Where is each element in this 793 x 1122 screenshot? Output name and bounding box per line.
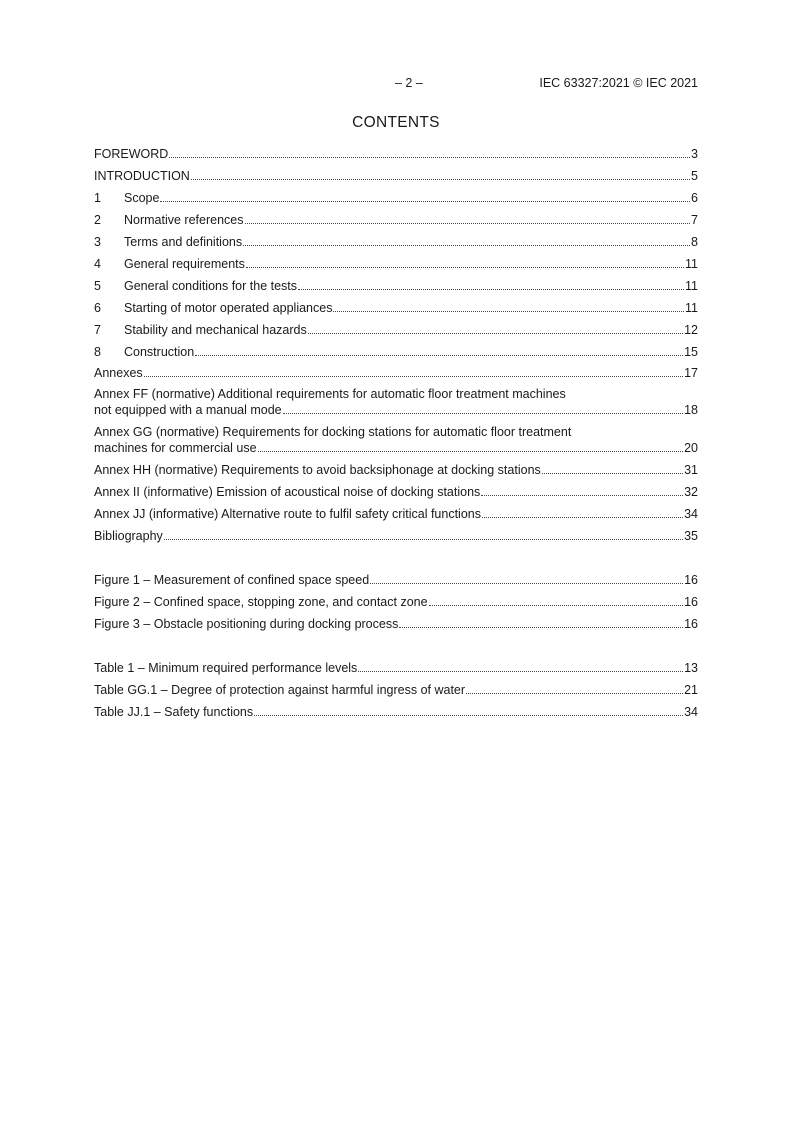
leader-dots — [399, 616, 683, 628]
toc-entry-number: 1 — [94, 191, 101, 205]
toc-entry-page: 31 — [684, 463, 698, 477]
toc-entry-title: FOREWORD — [94, 147, 169, 161]
toc-entry-title: Scope — [124, 191, 160, 205]
toc-entry-title: Table GG.1 – Degree of protection against harmful ingress of water — [94, 683, 466, 697]
leader-dots — [308, 322, 683, 334]
leader-dots — [144, 365, 683, 377]
leader-dots — [333, 300, 684, 312]
leader-dots — [298, 278, 684, 290]
toc-entry-title: Annex HH (normative) Requirements to avoid backsiphonage at docking stations — [94, 463, 541, 477]
leader-dots — [169, 146, 690, 158]
toc-entry-number: 4 — [94, 257, 101, 271]
toc-entry-page: 5 — [691, 169, 698, 183]
toc-entry-figure-2[interactable] — [94, 594, 698, 610]
leader-dots — [466, 682, 683, 694]
toc-entry-terms-definitions[interactable] — [94, 234, 698, 250]
toc-entry-title: Figure 3 – Obstacle positioning during docking process — [94, 617, 399, 631]
toc-entry-title-line1: Annex GG (normative) Requirements for docking stations for automatic floor treatment — [94, 425, 572, 439]
toc-entry-number: 7 — [94, 323, 101, 337]
toc-entry-starting-motor[interactable] — [94, 300, 698, 316]
toc-entry-title: Annexes — [94, 366, 143, 380]
toc-entry-number: 3 — [94, 235, 101, 249]
toc-entry-page: 34 — [684, 507, 698, 521]
toc-entry-number: 2 — [94, 213, 101, 227]
toc-entry-title: Terms and definitions — [124, 235, 243, 249]
toc-entry-annex-gg[interactable] — [94, 425, 698, 456]
toc-entry-title: Annex JJ (informative) Alternative route to fulfil safety critical functions — [94, 507, 481, 521]
leader-dots — [482, 506, 683, 518]
contents-title: CONTENTS — [352, 114, 440, 131]
toc-entry-title: Construction — [124, 345, 195, 359]
toc-entry-introduction[interactable] — [94, 168, 698, 184]
toc-entry-page: 21 — [684, 683, 698, 697]
toc-entry-title: Figure 2 – Confined space, stopping zone, and contact zone — [94, 595, 428, 609]
toc-entry-page: 17 — [684, 366, 698, 380]
toc-entry-number: 8 — [94, 345, 101, 359]
document-id: IEC 63327:2021 © IEC 2021 — [539, 76, 698, 90]
toc-entry-normative-references[interactable] — [94, 212, 698, 228]
leader-dots — [246, 256, 684, 268]
toc-entry-page: 8 — [691, 235, 698, 249]
toc-entry-page: 16 — [684, 595, 698, 609]
leader-dots — [258, 440, 684, 452]
toc-entry-page: 11 — [685, 279, 698, 293]
toc-entry-page: 6 — [691, 191, 698, 205]
toc-entry-construction[interactable] — [94, 344, 698, 360]
toc-entry-title: Figure 1 – Measurement of confined space speed — [94, 573, 370, 587]
leader-dots — [160, 190, 690, 202]
toc-entry-bibliography[interactable] — [94, 528, 698, 544]
toc-entry-title: not equipped with a manual mode — [94, 403, 282, 417]
toc-entry-annexes[interactable] — [94, 365, 698, 381]
page-header — [94, 76, 698, 92]
page-number: – 2 – — [395, 76, 423, 90]
toc-entry-title: INTRODUCTION — [94, 169, 190, 183]
toc-entry-figure-3[interactable] — [94, 616, 698, 632]
leader-dots — [481, 484, 683, 496]
leader-dots — [245, 212, 691, 224]
leader-dots — [370, 572, 683, 584]
leader-dots — [542, 462, 683, 474]
toc-entry-number: 5 — [94, 279, 101, 293]
toc-entry-title-line1: Annex FF (normative) Additional requirements for automatic floor treatment machines — [94, 387, 566, 401]
toc-entry-page: 13 — [684, 661, 698, 675]
toc-entry-page: 15 — [684, 345, 698, 359]
toc-entry-page: 32 — [684, 485, 698, 499]
toc-entry-table-gg1[interactable] — [94, 682, 698, 698]
toc-entry-annex-jj[interactable] — [94, 506, 698, 522]
toc-entry-page: 7 — [691, 213, 698, 227]
toc-entry-title: machines for commercial use — [94, 441, 257, 455]
toc-entry-page: 20 — [684, 441, 698, 455]
toc-entry-general-requirements[interactable] — [94, 256, 698, 272]
toc-entry-title: Annex II (informative) Emission of acoustical noise of docking stations — [94, 485, 481, 499]
toc-entry-title: Normative references — [124, 213, 244, 227]
toc-entry-figure-1[interactable] — [94, 572, 698, 588]
toc-entry-table-1[interactable] — [94, 660, 698, 676]
toc-entry-page: 34 — [684, 705, 698, 719]
toc-entry-page: 16 — [684, 617, 698, 631]
toc-entry-foreword[interactable] — [94, 146, 698, 162]
toc-entry-general-conditions[interactable] — [94, 278, 698, 294]
toc-entry-page: 12 — [684, 323, 698, 337]
toc-entry-page: 11 — [685, 301, 698, 315]
toc-entry-scope[interactable] — [94, 190, 698, 206]
toc-entry-stability[interactable] — [94, 322, 698, 338]
toc-entry-annex-hh[interactable] — [94, 462, 698, 478]
toc-entry-page: 3 — [691, 147, 698, 161]
toc-entry-page: 35 — [684, 529, 698, 543]
leader-dots — [191, 168, 690, 180]
toc-entry-table-jj1[interactable] — [94, 704, 698, 720]
leader-dots — [429, 594, 684, 606]
toc-entry-title: Bibliography — [94, 529, 163, 543]
toc-entry-title: Table 1 – Minimum required performance levels — [94, 661, 358, 675]
leader-dots — [195, 344, 683, 356]
toc-entry-title: General requirements — [124, 257, 245, 271]
leader-dots — [358, 660, 683, 672]
leader-dots — [254, 704, 683, 716]
toc-entry-page: 11 — [685, 257, 698, 271]
toc-entry-number: 6 — [94, 301, 101, 315]
toc-entry-title: General conditions for the tests — [124, 279, 298, 293]
toc-entry-annex-ii[interactable] — [94, 484, 698, 500]
toc-entry-annex-ff[interactable] — [94, 387, 698, 418]
toc-entry-title: Stability and mechanical hazards — [124, 323, 307, 337]
leader-dots — [283, 402, 683, 414]
leader-dots — [243, 234, 690, 246]
toc-entry-title: Table JJ.1 – Safety functions — [94, 705, 254, 719]
toc-entry-title: Starting of motor operated appliances — [124, 301, 333, 315]
toc-entry-page: 18 — [684, 403, 698, 417]
toc-entry-page: 16 — [684, 573, 698, 587]
leader-dots — [164, 528, 683, 540]
